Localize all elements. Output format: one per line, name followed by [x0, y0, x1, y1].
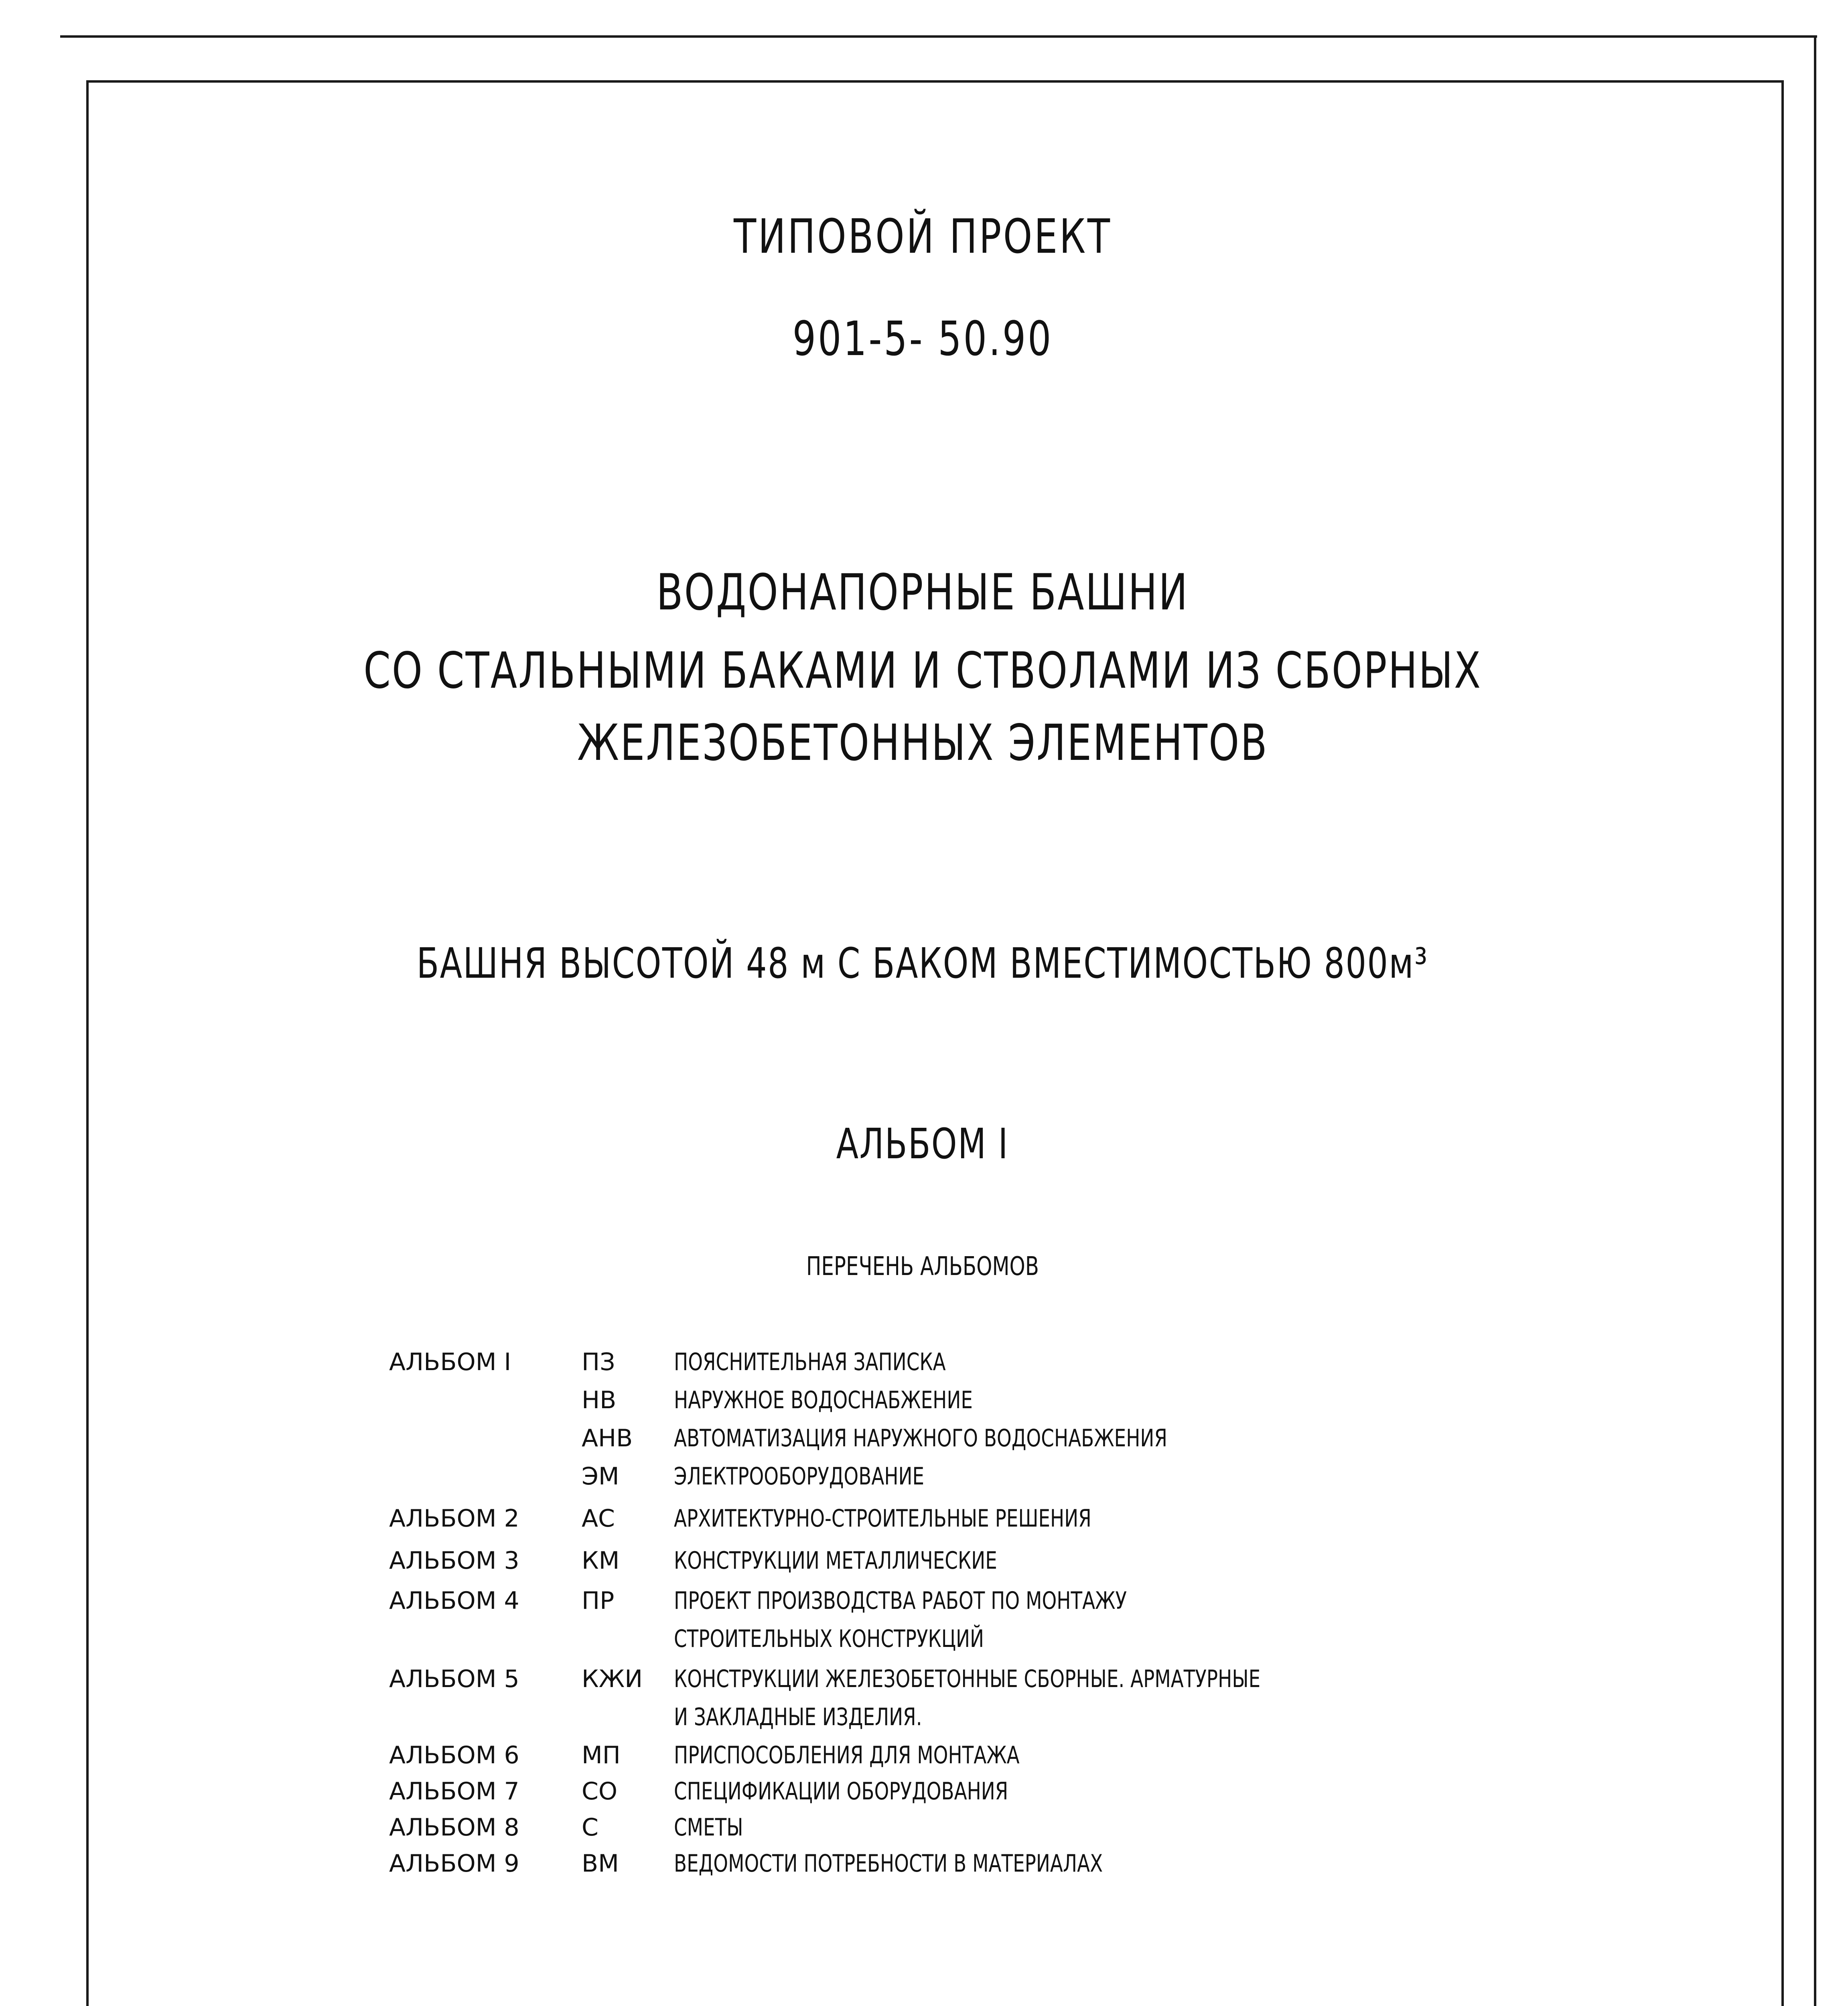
album-code: МП	[582, 1741, 621, 1769]
album-code: ПЗ	[582, 1348, 615, 1376]
album-code: КЖИ	[582, 1665, 643, 1693]
album-code: ВМ	[582, 1850, 619, 1878]
album-description: И ЗАКЛАДНЫЕ ИЗДЕЛИЯ.	[674, 1703, 922, 1731]
album-number: АЛЬБОМ 8	[389, 1813, 519, 1842]
album-code: С	[582, 1813, 598, 1842]
album-description: НАРУЖНОЕ ВОДОСНАБЖЕНИЕ	[674, 1386, 973, 1414]
album-description: АРХИТЕКТУРНО-СТРОИТЕЛЬНЫЕ РЕШЕНИЯ	[674, 1504, 1091, 1533]
album-number: АЛЬБОМ 6	[389, 1741, 519, 1769]
album-code: КМ	[582, 1547, 620, 1575]
project-number: 901-5- 50.90	[792, 311, 1053, 366]
album-number: АЛЬБОМ 3	[389, 1547, 519, 1575]
album-number: АЛЬБОМ 2	[389, 1504, 519, 1533]
album-description: СПЕЦИФИКАЦИИ ОБОРУДОВАНИЯ	[674, 1777, 1008, 1805]
subtitle: БАШНЯ ВЫСОТОЙ 48 м С БАКОМ ВМЕСТИМОСТЬЮ 800м³	[416, 939, 1429, 988]
album-description: КОНСТРУКЦИИ ЖЕЛЕЗОБЕТОННЫЕ СБОРНЫЕ. АРМАТУРНЫЕ	[674, 1665, 1261, 1693]
album-number: АЛЬБОМ 4	[389, 1587, 519, 1615]
album-description: ЭЛЕКТРООБОРУДОВАНИЕ	[674, 1462, 925, 1490]
album-code: НВ	[582, 1386, 617, 1414]
album-description: ВЕДОМОСТИ ПОТРЕБНОСТИ В МАТЕРИАЛАХ	[674, 1850, 1103, 1878]
project-type: ТИПОВОЙ ПРОЕКТ	[733, 209, 1112, 264]
album-code: СО	[582, 1777, 618, 1805]
album-description: ПРОЕКТ ПРОИЗВОДСТВА РАБОТ ПО МОНТАЖУ	[674, 1587, 1127, 1615]
album-code: АС	[582, 1504, 615, 1533]
album-description: АВТОМАТИЗАЦИЯ НАРУЖНОГО ВОДОСНАБЖЕНИЯ	[674, 1424, 1167, 1452]
album-code: ПР	[582, 1587, 615, 1615]
title-line-3: ЖЕЛЕЗОБЕТОННЫХ ЭЛЕМЕНТОВ	[577, 714, 1268, 772]
album-number: АЛЬБОМ I	[389, 1348, 511, 1376]
drawing-frame	[86, 80, 1784, 2006]
album-number: АЛЬБОМ 7	[389, 1777, 519, 1805]
album-description: СМЕТЫ	[674, 1813, 743, 1842]
album-number: АЛЬБОМ 9	[389, 1850, 519, 1878]
album-description: СТРОИТЕЛЬНЫХ КОНСТРУКЦИЙ	[674, 1625, 984, 1653]
album-list-heading: ПЕРЕЧЕНЬ АЛЬБОМОВ	[806, 1252, 1039, 1281]
album-label: АЛЬБОМ I	[836, 1119, 1009, 1168]
right-trim-line	[1814, 35, 1816, 2006]
title-line-2: СО СТАЛЬНЫМИ БАКАМИ И СТВОЛАМИ ИЗ СБОРНЫХ	[363, 642, 1482, 700]
album-description: ПОЯСНИТЕЛЬНАЯ ЗАПИСКА	[674, 1348, 946, 1376]
album-description: ПРИСПОСОБЛЕНИЯ ДЛЯ МОНТАЖА	[674, 1741, 1020, 1769]
album-code: ЭМ	[582, 1462, 619, 1490]
title-line-1: ВОДОНАПОРНЫЕ БАШНИ	[656, 564, 1189, 621]
album-description: КОНСТРУКЦИИ МЕТАЛЛИЧЕСКИЕ	[674, 1547, 997, 1575]
top-trim-line	[60, 35, 1817, 38]
album-code: АНВ	[582, 1424, 633, 1452]
album-number: АЛЬБОМ 5	[389, 1665, 519, 1693]
